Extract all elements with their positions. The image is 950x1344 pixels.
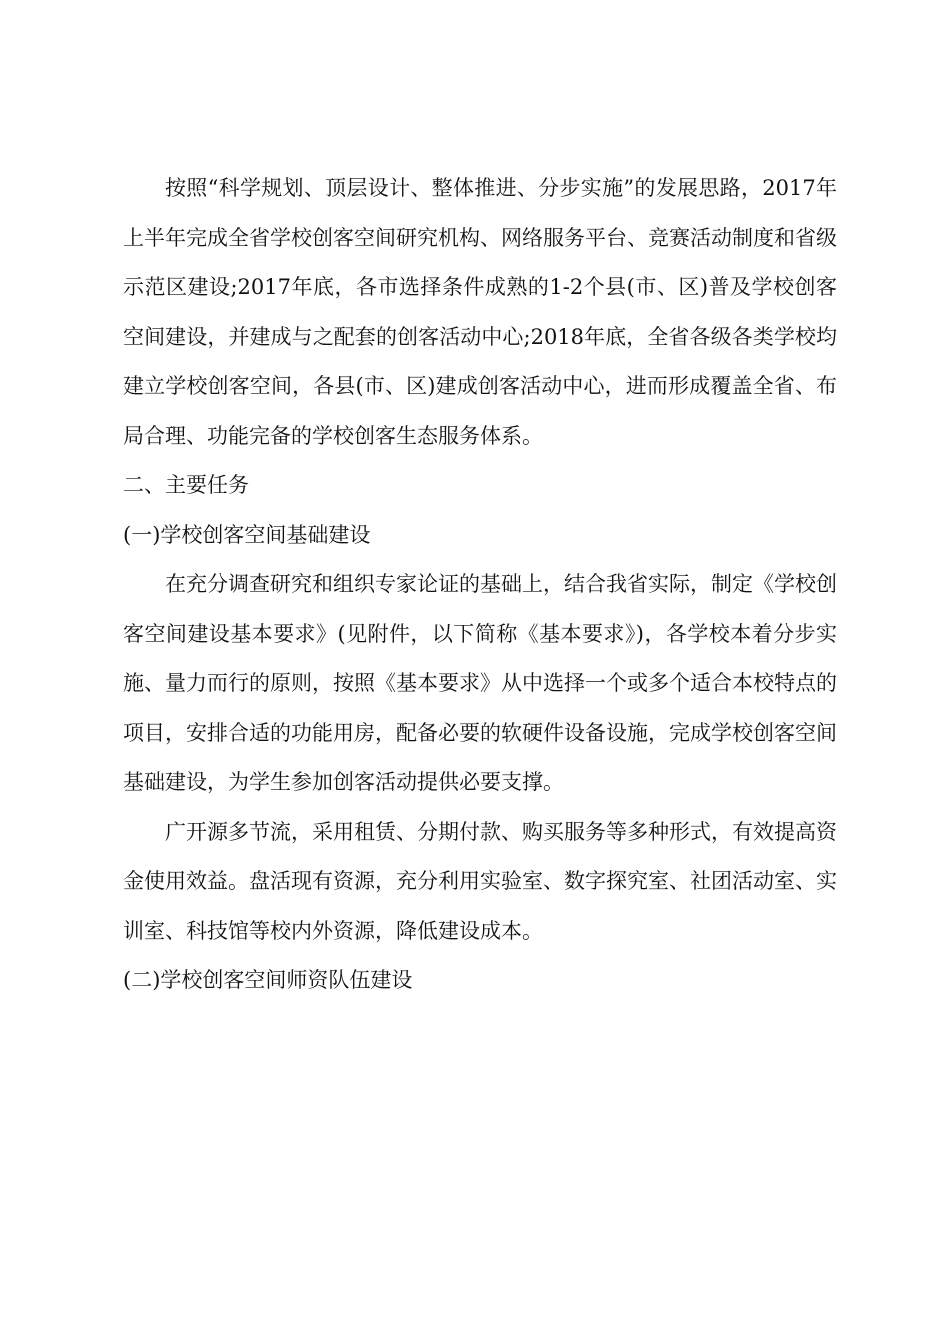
paragraph-infrastructure-requirements: 在充分调查研究和组织专家论证的基础上，结合我省实际，制定《学校创客空间建设基本要求》(见附件，以下简称《基本要求》)，各学校本着分步实施、量力而行的原则，按照《基本要求》从中选择一个或多个适合本校特点的项目，安排合适的功能用房，配备必要的软硬件设备设施，完成学校创客空间基础建设，为学生参加创客活动提供必要支撑。 (123, 572, 837, 794)
document-body (123, 164, 837, 1006)
paragraph-development-plan: 按照“科学规划、顶层设计、整体推进、分步实施”的发展思路，2017年上半年完成全省学校创客空间研究机构、网络服务平台、竞赛活动制度和省级示范区建设;2017年底，各市选择条件成熟的1-2个县(市、区)普及学校创客空间建设，并建成与之配套的创客活动中心;2018年底，全省各级各类学校均建立学校创客空间，各县(市、区)建成创客活动中心，进而形成覆盖全省、布局合理、功能完备的学校创客生态服务体系。 (123, 176, 837, 448)
subsection-heading-teacher-team: (二)学校创客空间师资队伍建设 (123, 968, 413, 992)
section-heading-main-tasks: 二、主要任务 (123, 473, 249, 497)
subsection-heading-infrastructure: (一)学校创客空间基础建设 (123, 522, 371, 547)
paragraph-funding-resources: 广开源多节流，采用租赁、分期付款、购买服务等多种形式，有效提高资金使用效益。盘活现有资源，充分利用实验室、数字探究室、社团活动室、实训室、科技馆等校内外资源，降低建设成本。 (123, 819, 837, 943)
